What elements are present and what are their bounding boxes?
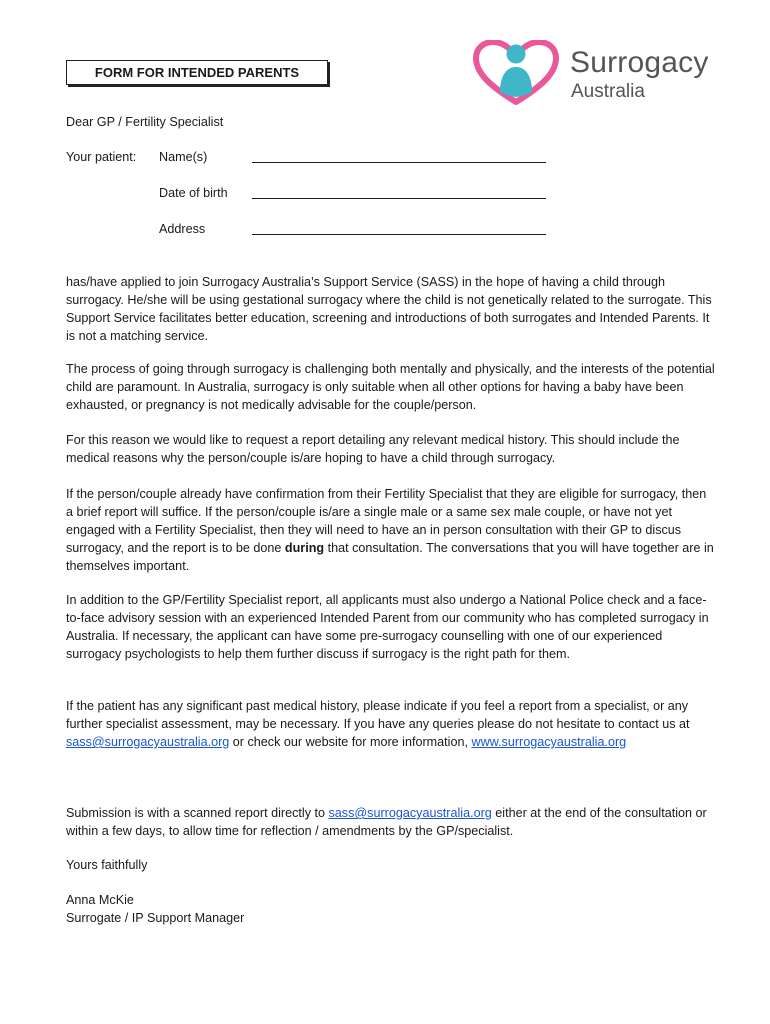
dob-label: Date of birth [159,186,228,200]
contact-text: If the patient has any significant past medical history, please indicate if you feel a report from a specialist, or any further specialist assessment, may be necessary. If you have any queries please do not hesitate to contact us at [66,699,690,731]
signatory-name: Anna McKie [66,893,134,907]
dob-blank-line[interactable] [252,198,546,199]
paragraph-request: For this reason we would like to request a report detailing any relevant medical history. This should include the medical reasons why the person/couple is/are hoping to have a child through surrogacy. [66,433,680,465]
closing: Yours faithfully [66,858,148,872]
eligibility-text-end: that consultation. The conversations that you will have together are in themselves important. [66,541,714,573]
website-link[interactable]: www.surrogacyaustralia.org [471,735,627,749]
eligibility-text: If the person/couple already have confirmation from their Fertility Specialist that they are eligible for surrogacy, then a brief report will suffice. If the person/couple is/are a single male or a same sex male couple, or have not yet engaged with a Fertility Specialist, then they will need to have an in person consultation with their GP to discus surrogacy, and the report is to be done [66,487,707,555]
name-label: Name(s) [159,150,208,164]
address-blank-line[interactable] [252,234,546,235]
paragraph-submission [66,804,716,840]
paragraph-application: has/have applied to join Surrogacy Australia’s Support Service (SASS) in the hope of having a child through surrogacy. He/she will be using gestational surrogacy where the child is not genetically related to the surrogate. This Support Service facilitates better education, screening and introductions of both surrogates and Intended Parents. It is not a matching service. [66,275,712,343]
salutation: Dear GP / Fertility Specialist [66,115,224,129]
patient-dob-field[interactable] [66,184,566,202]
surrogacy-australia-logo [472,40,722,108]
paragraph-requirements: In addition to the GP/Fertility Specialist report, all applicants must also undergo a National Police check and a face-to-face advisory session with an experienced Intended Parent from our community who has completed surrogacy in Australia. If necessary, the applicant can have some pre-surrogacy counselling with one of our experienced surrogacy psychologists to help them further discuss if surrogacy is the right path for them. [66,593,709,661]
name-blank-line[interactable] [252,162,546,163]
submission-text: Submission is with a scanned report directly to [66,806,325,820]
email-link[interactable]: sass@surrogacyaustralia.org [66,735,230,749]
patient-address-field[interactable] [66,220,566,238]
patient-intro: Your patient: [66,150,137,164]
logo-subtitle: Australia [571,81,645,102]
paragraph-process: The process of going through surrogacy is challenging both mentally and physically, and the interests of the potential child are paramount. In Australia, surrogacy is only suitable when all other options for having a baby have been exhausted, or pregnancy is not medically advisable for the couple/person. [66,362,715,412]
patient-name-field[interactable] [66,148,566,166]
submission-email-link[interactable]: sass@surrogacyaustralia.org [328,806,492,820]
logo-name: Surrogacy [570,46,709,79]
paragraph-contact [66,697,716,751]
signatory-role: Surrogate / IP Support Manager [66,911,245,925]
emphasis-during: during [284,541,325,555]
address-label: Address [159,222,206,236]
paragraph-eligibility [66,485,716,575]
form-title: FORM FOR INTENDED PARENTS [66,60,328,85]
heart-figure-icon [472,40,562,108]
contact-text-middle: or check our website for more information, [232,735,468,749]
submission-text-end: either at the end of the consultation or within a few days, to allow time for reflection / amendments by the GP/specialist. [66,806,707,838]
